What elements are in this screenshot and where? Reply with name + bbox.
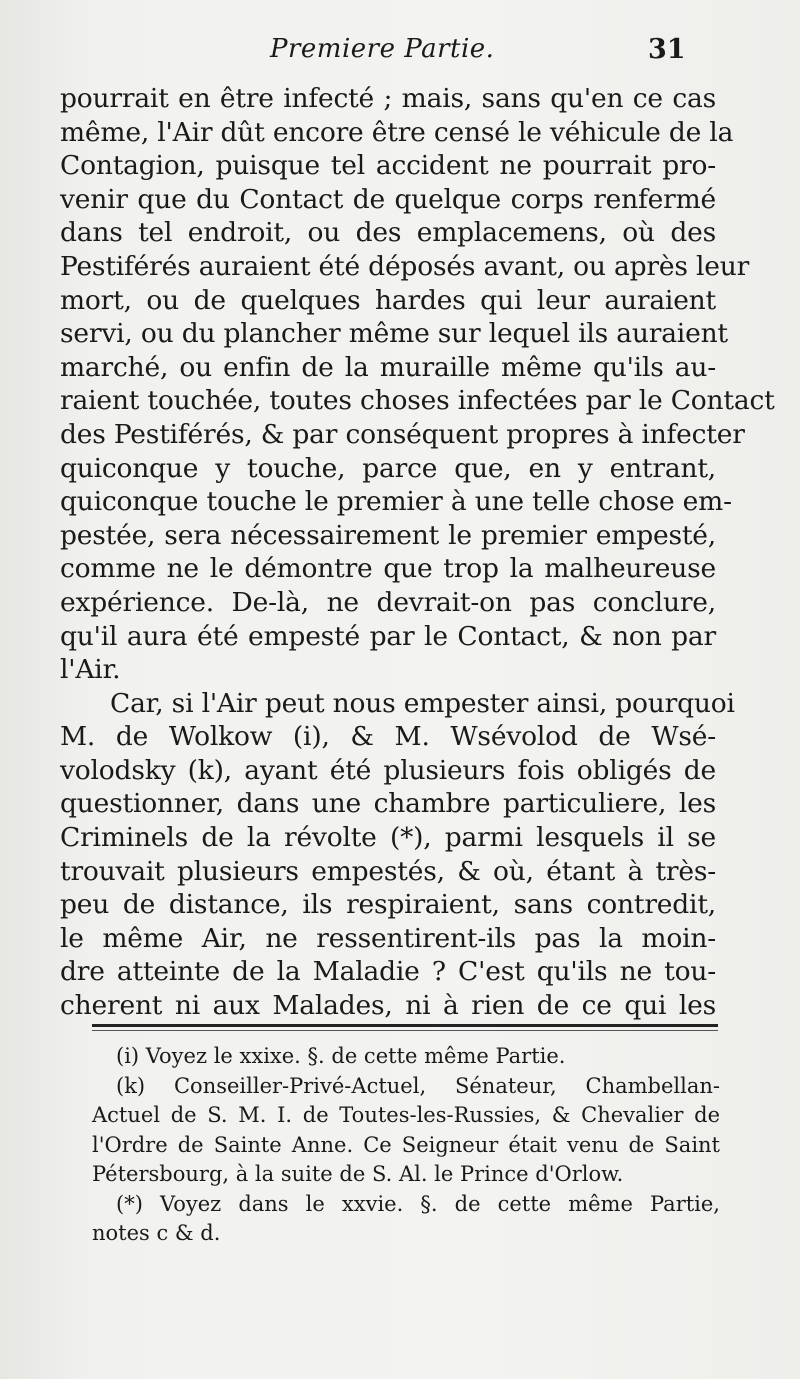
footnote-line: l'Ordre de Sainte Anne. Ce Seigneur était venu de Saint [92,1132,720,1157]
text-line: mort, ou de quelques hardes qui leur auraient [60,284,716,316]
text-line: marché, ou enfin de la muraille même qu'ils au- [60,351,716,383]
text-line: dans tel endroit, ou des emplacemens, où des [60,217,716,249]
page-number: 31 [648,34,686,65]
text-line: trouvait plusieurs empestés, & où, étant à très- [60,855,716,887]
text-line: peu de distance, ils respiraient, sans contredit, [60,889,716,921]
footnote-line: (*) Voyez dans le xxvie. §. de cette même Partie, [116,1191,720,1216]
footnote-divider [92,1024,718,1027]
page-header [0,34,800,74]
footnote-line: Actuel de S. M. I. de Toutes-les-Russies, & Chevalier de [92,1103,720,1127]
text-line: raient touchée, toutes choses infectées par le Contact [60,385,775,417]
footnotes [92,1042,720,1249]
text-line: expérience. De-là, ne devrait-on pas conclure, [60,586,716,618]
text-line: servi, ou du plancher même sur lequel ils auraient [60,318,728,350]
text-line: volodsky (k), ayant été plusieurs fois obligés de [60,754,716,786]
text-line: même, l'Air dût encore être censé le véhicule de la [60,116,734,148]
text-line: M. de Wolkow (i), & M. Wsévolod de Wsé- [60,721,716,753]
footnote-line: notes c & d. [92,1221,221,1245]
text-line: dre atteinte de la Maladie ? C'est qu'ils ne tou- [60,956,716,988]
text-line: l'Air. [60,654,121,686]
text-line: quiconque y touche, parce que, en y entrant, [60,452,716,484]
text-line: venir que du Contact de quelque corps renfermé [60,183,716,215]
footnote-divider-thin [92,1030,718,1031]
text-line: Car, si l'Air peut nous empester ainsi, pourquoi [110,687,735,719]
text-line: Contagion, puisque tel accident ne pourrait pro- [60,150,716,182]
text-line: comme ne le démontre que trop la malheureuse [60,553,716,585]
text-line: quiconque touche le premier à une telle chose em- [60,486,732,518]
text-line: Pestiférés auraient été déposés avant, ou après leur [60,250,750,282]
text-line: qu'il aura été empesté par le Contact, & non par [60,620,716,652]
running-title: Premiere Partie. [270,34,495,64]
text-line: pourrait en être infecté ; mais, sans qu'en ce cas [60,83,716,114]
text-line: questionner, dans une chambre particuliere, les [60,788,716,820]
main-text [60,82,775,1023]
text-line: cherent ni aux Malades, ni à rien de ce qui les [60,990,716,1022]
footnote-line: Pétersbourg, à la suite de S. Al. le Prince d'Orlow. [92,1162,624,1186]
footnote-line: (i) Voyez le xxixe. §. de cette même Partie. [116,1044,566,1068]
text-line: pestée, sera nécessairement le premier empesté, [60,519,716,551]
text-line: Criminels de la révolte (*), parmi lesquels il se [60,822,716,854]
text-line: des Pestiférés, & par conséquent propres à infecter [60,418,745,450]
footnote-line: (k) Conseiller-Privé-Actuel, Sénateur, Chambellan- [116,1073,720,1098]
text-line: le même Air, ne ressentirent-ils pas la moin- [60,922,716,954]
